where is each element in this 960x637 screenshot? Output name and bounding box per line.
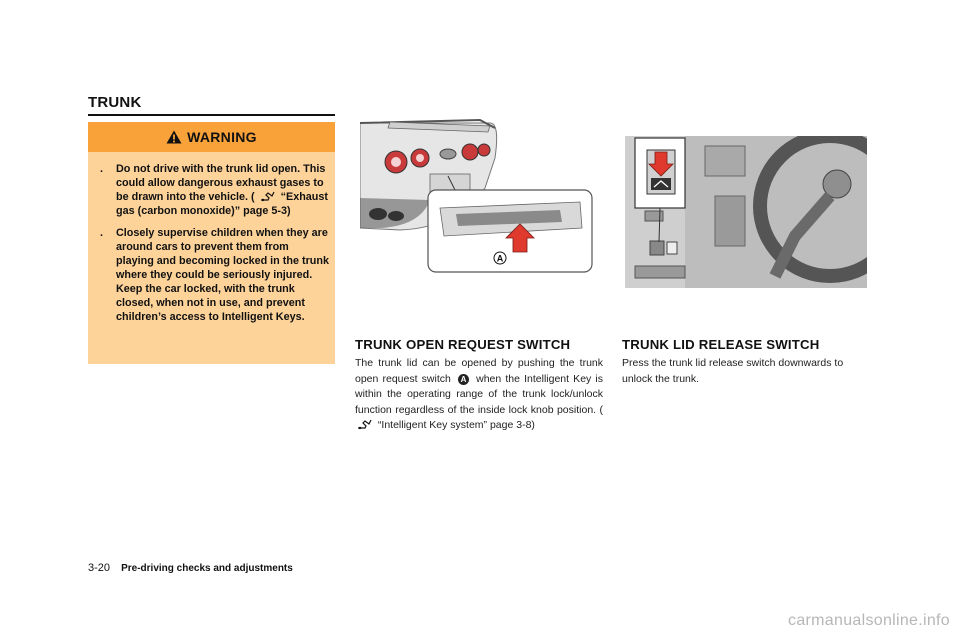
chapter-title: Pre-driving checks and adjustments xyxy=(121,563,293,574)
reference-arrow-icon xyxy=(260,191,276,202)
section-divider xyxy=(88,114,335,116)
callout-a-marker: A xyxy=(458,374,469,385)
page-footer xyxy=(88,562,293,574)
trunk-release-switch-figure xyxy=(625,136,867,288)
warning-triangle-icon xyxy=(166,130,182,144)
page-number: 3-20 xyxy=(88,562,111,574)
open-switch-text: when the Intelligent Key is within the operating range of the trunk lock/unlock function regardless of the inside lock knob position. ( xyxy=(355,372,603,416)
car-rear-illustration xyxy=(360,118,600,298)
watermark: carmanualsonline.info xyxy=(788,612,950,629)
list-bullet: . xyxy=(100,227,103,239)
release-switch-description: Press the trunk lid release switch downwards to unlock the trunk. xyxy=(622,357,844,385)
release-switch-heading: TRUNK LID RELEASE SWITCH xyxy=(622,337,820,352)
reference-arrow-icon xyxy=(357,419,373,430)
section-title: TRUNK xyxy=(88,94,142,111)
callout-a-label: A xyxy=(496,253,504,264)
warning-box xyxy=(88,122,335,364)
open-switch-description xyxy=(355,356,603,434)
warning-item xyxy=(88,162,335,218)
warning-item-text: Do not drive with the trunk lid open. This could allow dangerous exhaust gases to be drawn into the vehicle. ( xyxy=(116,163,326,203)
open-switch-heading: TRUNK OPEN REQUEST SWITCH xyxy=(355,337,571,352)
open-switch-ref[interactable]: “Intelligent Key system” page 3-8) xyxy=(377,419,535,431)
warning-item-text: Closely supervise children when they are around cars to prevent them from playing and becoming locked in the trunk where they could be seriously injured. Keep the car locked, with the trunk closed, when not in use, and prevent children’s access to Intelligent Keys. xyxy=(116,227,329,323)
trunk-open-switch-figure xyxy=(360,118,600,298)
warning-list xyxy=(88,162,335,332)
warning-item xyxy=(88,226,335,324)
warning-label: WARNING xyxy=(187,129,257,145)
warning-header xyxy=(88,122,335,152)
dashboard-illustration xyxy=(625,136,867,288)
warning-item-ref[interactable]: “Exhaust gas (carbon monoxide)” page 5-3) xyxy=(116,191,328,217)
list-bullet: . xyxy=(100,163,103,175)
open-switch-text: The trunk lid can be opened by pushing the trunk open request switch xyxy=(355,357,603,385)
